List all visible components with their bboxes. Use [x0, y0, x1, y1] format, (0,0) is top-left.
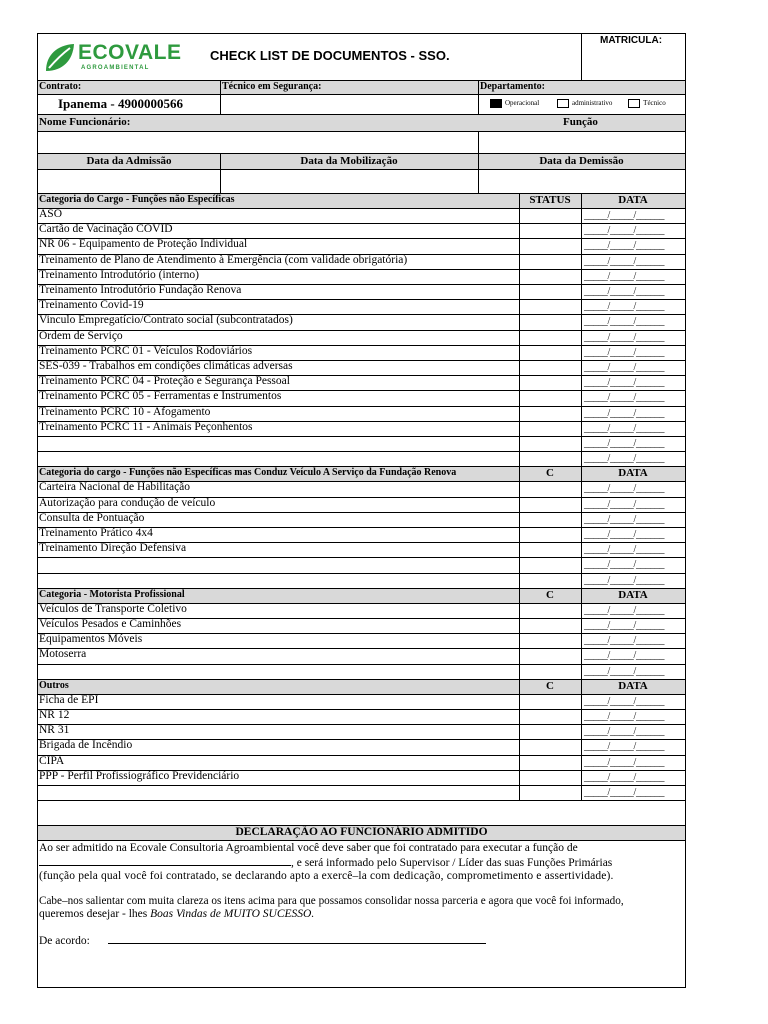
declaration-text — [39, 842, 684, 948]
status-cell[interactable] — [520, 604, 580, 617]
funcao-label: Função — [563, 116, 598, 128]
date-field[interactable]: _____/_____/______ — [584, 240, 665, 252]
date-field[interactable]: _____/_____/______ — [584, 529, 665, 540]
status-cell[interactable] — [520, 528, 580, 541]
status-cell[interactable] — [520, 498, 580, 511]
checklist-item-label: NR 12 — [39, 709, 70, 721]
date-field[interactable]: _____/_____/______ — [584, 407, 665, 419]
checklist-item-label: CIPA — [39, 754, 65, 767]
status-cell[interactable] — [520, 558, 580, 571]
data-demissao-label: Data da Demissão — [539, 155, 624, 167]
status-cell[interactable] — [520, 209, 580, 222]
date-field[interactable]: _____/_____/______ — [584, 695, 665, 707]
checklist-item-label: SES-039 - Trabalhos em condições climáticas adversas — [39, 360, 293, 372]
status-header: STATUS — [529, 194, 571, 206]
checklist-item-label: Treinamento PCRC 05 - Ferramentas e Instrumentos — [39, 390, 282, 403]
de-acordo-label: De acordo: — [39, 935, 90, 947]
status-header: C — [546, 588, 554, 601]
status-cell[interactable] — [520, 482, 580, 495]
declaration-line: queremos desejar - lhes — [39, 908, 151, 920]
declaration-line: Ao ser admitido na Ecovale Consultoria Agroambiental você deve saber que foi contratado para executar a função de — [39, 842, 578, 854]
checklist-item-label: Treinamento Direção Defensiva — [39, 542, 187, 555]
declaration-line: (função pela qual você foi contratado, se declarando apto a exercê–la com dedicação, comprometimento e assertividade). — [39, 870, 614, 882]
leaf-icon — [43, 41, 77, 75]
checklist-item-label: Cartão de Vacinação COVID — [39, 223, 173, 236]
section-title: Categoria do cargo - Funções não Específicas mas Conduz Veículo A Serviço da Fundação Renova — [39, 467, 457, 479]
date-header: DATA — [618, 194, 648, 206]
status-cell[interactable] — [520, 315, 580, 328]
status-cell[interactable] — [520, 771, 580, 784]
nome-funcionario-label: Nome Funcionário: — [39, 116, 131, 128]
dept-option-tecnico[interactable]: Técnico — [628, 99, 666, 107]
checklist-item-label: Carteira Nacional de Habilitação — [39, 481, 191, 494]
status-cell[interactable] — [520, 543, 580, 556]
date-field[interactable]: _____/_____/______ — [584, 301, 665, 313]
status-header: C — [546, 467, 554, 480]
checklist-item-label: Treinamento Covid-19 — [39, 299, 144, 312]
checklist-item-label: Treinamento de Plano de Atendimento à Emergência (com validade obrigatória) — [39, 253, 408, 266]
date-field[interactable]: _____/_____/______ — [584, 483, 665, 495]
dept-option-administrativo[interactable]: administrativo — [557, 99, 612, 107]
matricula-label: MATRICULA: — [600, 35, 663, 46]
section-title: Categoria - Motorista Profissional — [39, 588, 185, 600]
date-field[interactable]: _____/_____/______ — [584, 453, 665, 465]
checklist-item-label: Ordem de Serviço — [39, 329, 123, 342]
status-cell[interactable] — [520, 513, 580, 526]
checklist-item-label: Equipamentos Móveis — [39, 633, 143, 646]
date-field[interactable]: _____/_____/______ — [584, 362, 665, 373]
status-cell[interactable] — [520, 634, 580, 647]
checklist-item-label: Brigada de Incêndio — [39, 739, 133, 752]
logo-main-text: ECOVALE — [78, 41, 182, 64]
section-title: Outros — [39, 679, 69, 691]
date-field[interactable]: _____/_____/______ — [584, 726, 665, 738]
funcao-field[interactable] — [479, 132, 684, 152]
date-field[interactable]: _____/_____/______ — [584, 438, 665, 449]
status-cell[interactable] — [520, 331, 580, 344]
status-cell[interactable] — [520, 285, 580, 298]
date-field[interactable]: _____/_____/______ — [584, 756, 665, 768]
status-cell[interactable] — [520, 346, 580, 359]
date-field[interactable]: _____/_____/______ — [584, 331, 665, 343]
checklist-item-label: Ficha de EPI — [39, 693, 99, 706]
data-admissao-field[interactable] — [39, 170, 219, 192]
declaration-line: Cabe–nos salientar com muita clareza os itens acima para que possamos consolidar nossa parceria e agora que você foi informado, — [39, 895, 624, 907]
status-cell[interactable] — [520, 391, 580, 404]
date-field[interactable]: _____/_____/______ — [584, 620, 665, 631]
tecnico-seguranca-field[interactable] — [221, 95, 477, 113]
contrato-label: Contrato: — [39, 81, 82, 92]
data-mobilizacao-label: Data da Mobilização — [300, 155, 398, 167]
ecovale-logo — [43, 40, 182, 76]
date-field[interactable]: _____/_____/______ — [584, 513, 665, 525]
tecnico-seguranca-label: Técnico em Segurança: — [222, 81, 322, 92]
date-field[interactable]: _____/_____/______ — [584, 574, 665, 586]
status-cell[interactable] — [520, 422, 580, 435]
section-title: Categoria do Cargo - Funções não Específicas — [39, 194, 235, 205]
status-cell[interactable] — [520, 300, 580, 313]
departamento-options — [490, 99, 666, 108]
checklist-item-label: Treinamento Introdutório (interno) — [39, 268, 199, 281]
date-field[interactable]: _____/_____/______ — [584, 255, 665, 267]
checklist-item-label: Treinamento Introdutório Fundação Renova — [39, 284, 242, 296]
date-header: DATA — [618, 679, 648, 692]
checklist-item-label: Veículos de Transporte Coletivo — [39, 602, 187, 615]
date-field[interactable]: _____/_____/______ — [584, 286, 665, 297]
checklist-item-label: Treinamento PCRC 11 - Animais Peçonhentos — [39, 420, 253, 433]
checklist-item-label: Treinamento Prático 4x4 — [39, 527, 153, 539]
status-cell[interactable] — [520, 740, 580, 753]
checklist-item-label: Vinculo Empregatício/Contrato social (subcontratados) — [39, 314, 293, 327]
date-field[interactable]: _____/_____/______ — [584, 392, 665, 404]
checklist-item-label: NR 31 — [39, 724, 70, 737]
date-header: DATA — [618, 467, 648, 480]
checklist-item-label: PPP - Perfil Profissiográfico Previdenciário — [39, 769, 240, 782]
declaration-line: , e será informado pelo Supervisor / Líder das suas Funções Primárias — [291, 857, 613, 869]
declaration-title: DECLARAÇÃO AO FUNCIONÁRIO ADMITIDO — [235, 826, 488, 838]
date-field[interactable]: _____/_____/______ — [584, 270, 665, 282]
status-cell[interactable] — [520, 437, 580, 450]
status-cell[interactable] — [520, 255, 580, 268]
checkbox-icon — [557, 99, 569, 108]
status-cell[interactable] — [520, 224, 580, 237]
date-field[interactable]: _____/_____/______ — [584, 711, 665, 722]
date-field[interactable]: _____/_____/______ — [584, 377, 665, 389]
checkbox-icon — [490, 99, 502, 108]
date-field[interactable]: _____/_____/______ — [584, 635, 665, 647]
dept-option-operacional[interactable]: Operacional — [490, 99, 539, 107]
date-field[interactable]: _____/_____/______ — [584, 771, 665, 783]
funcao-blank[interactable] — [39, 855, 291, 866]
contrato-value[interactable]: Ipanema - 4900000566 — [58, 96, 183, 111]
date-field[interactable]: _____/_____/______ — [584, 741, 665, 753]
status-cell[interactable] — [520, 786, 580, 799]
date-field[interactable]: _____/_____/______ — [584, 422, 665, 434]
page-title: CHECK LIST DE DOCUMENTOS - SSO. — [210, 48, 450, 63]
date-field[interactable]: _____/_____/______ — [584, 498, 665, 510]
nome-funcionario-field[interactable] — [39, 132, 477, 152]
checklist-item-label: Veículos Pesados e Caminhões — [39, 618, 182, 630]
boas-vindas-text: Boas Vindas de MUITO SUCESSO. — [150, 908, 315, 920]
checklist-item-label: Treinamento PCRC 04 - Proteção e Segurança Pessoal — [39, 375, 290, 388]
checklist-item-label: Motoserra — [39, 648, 87, 661]
date-field[interactable]: _____/_____/______ — [584, 544, 665, 556]
status-header: C — [546, 679, 554, 692]
checklist-form — [37, 33, 686, 988]
status-cell[interactable] — [520, 649, 580, 662]
status-cell[interactable] — [520, 710, 580, 723]
date-field[interactable]: _____/_____/______ — [584, 225, 665, 237]
status-cell[interactable] — [520, 756, 580, 769]
status-cell[interactable] — [520, 376, 580, 389]
departamento-label: Departamento: — [480, 81, 545, 92]
data-demissao-field[interactable] — [479, 170, 684, 192]
checkbox-icon — [628, 99, 640, 108]
status-cell[interactable] — [520, 452, 580, 465]
date-field[interactable]: _____/_____/______ — [584, 787, 665, 798]
date-field[interactable]: _____/_____/______ — [584, 316, 665, 328]
status-cell[interactable] — [520, 270, 580, 283]
data-admissao-label: Data da Admissão — [86, 155, 172, 167]
date-header: DATA — [618, 588, 648, 601]
date-field[interactable]: _____/_____/______ — [584, 604, 665, 616]
status-cell[interactable] — [520, 361, 580, 374]
checklist-item-label: ASO — [39, 208, 63, 220]
date-field[interactable]: _____/_____/______ — [584, 559, 665, 571]
logo-sub-text: AGROAMBIENTAL — [81, 65, 150, 71]
status-cell[interactable] — [520, 407, 580, 420]
status-cell[interactable] — [520, 619, 580, 632]
date-field[interactable]: _____/_____/______ — [584, 210, 665, 221]
signature-line[interactable] — [108, 933, 486, 944]
checklist-item-label: Treinamento PCRC 10 - Afogamento — [39, 405, 211, 418]
status-cell[interactable] — [520, 574, 580, 587]
status-cell[interactable] — [520, 665, 580, 678]
status-cell[interactable] — [520, 695, 580, 708]
date-field[interactable]: _____/_____/______ — [584, 346, 665, 358]
date-field[interactable]: _____/_____/______ — [584, 650, 665, 662]
status-cell[interactable] — [520, 725, 580, 738]
checklist-item-label: Consulta de Pontuação — [39, 511, 145, 524]
status-cell[interactable] — [520, 239, 580, 252]
checklist-item-label: Treinamento PCRC 01 - Veículos Rodoviários — [39, 344, 253, 357]
data-mobilizacao-field[interactable] — [221, 170, 477, 192]
date-field[interactable]: _____/_____/______ — [584, 665, 665, 677]
checklist-item-label: NR 06 - Equipamento de Proteção Individual — [39, 238, 248, 251]
checklist-item-label: Autorização para condução de veículo — [39, 496, 216, 509]
